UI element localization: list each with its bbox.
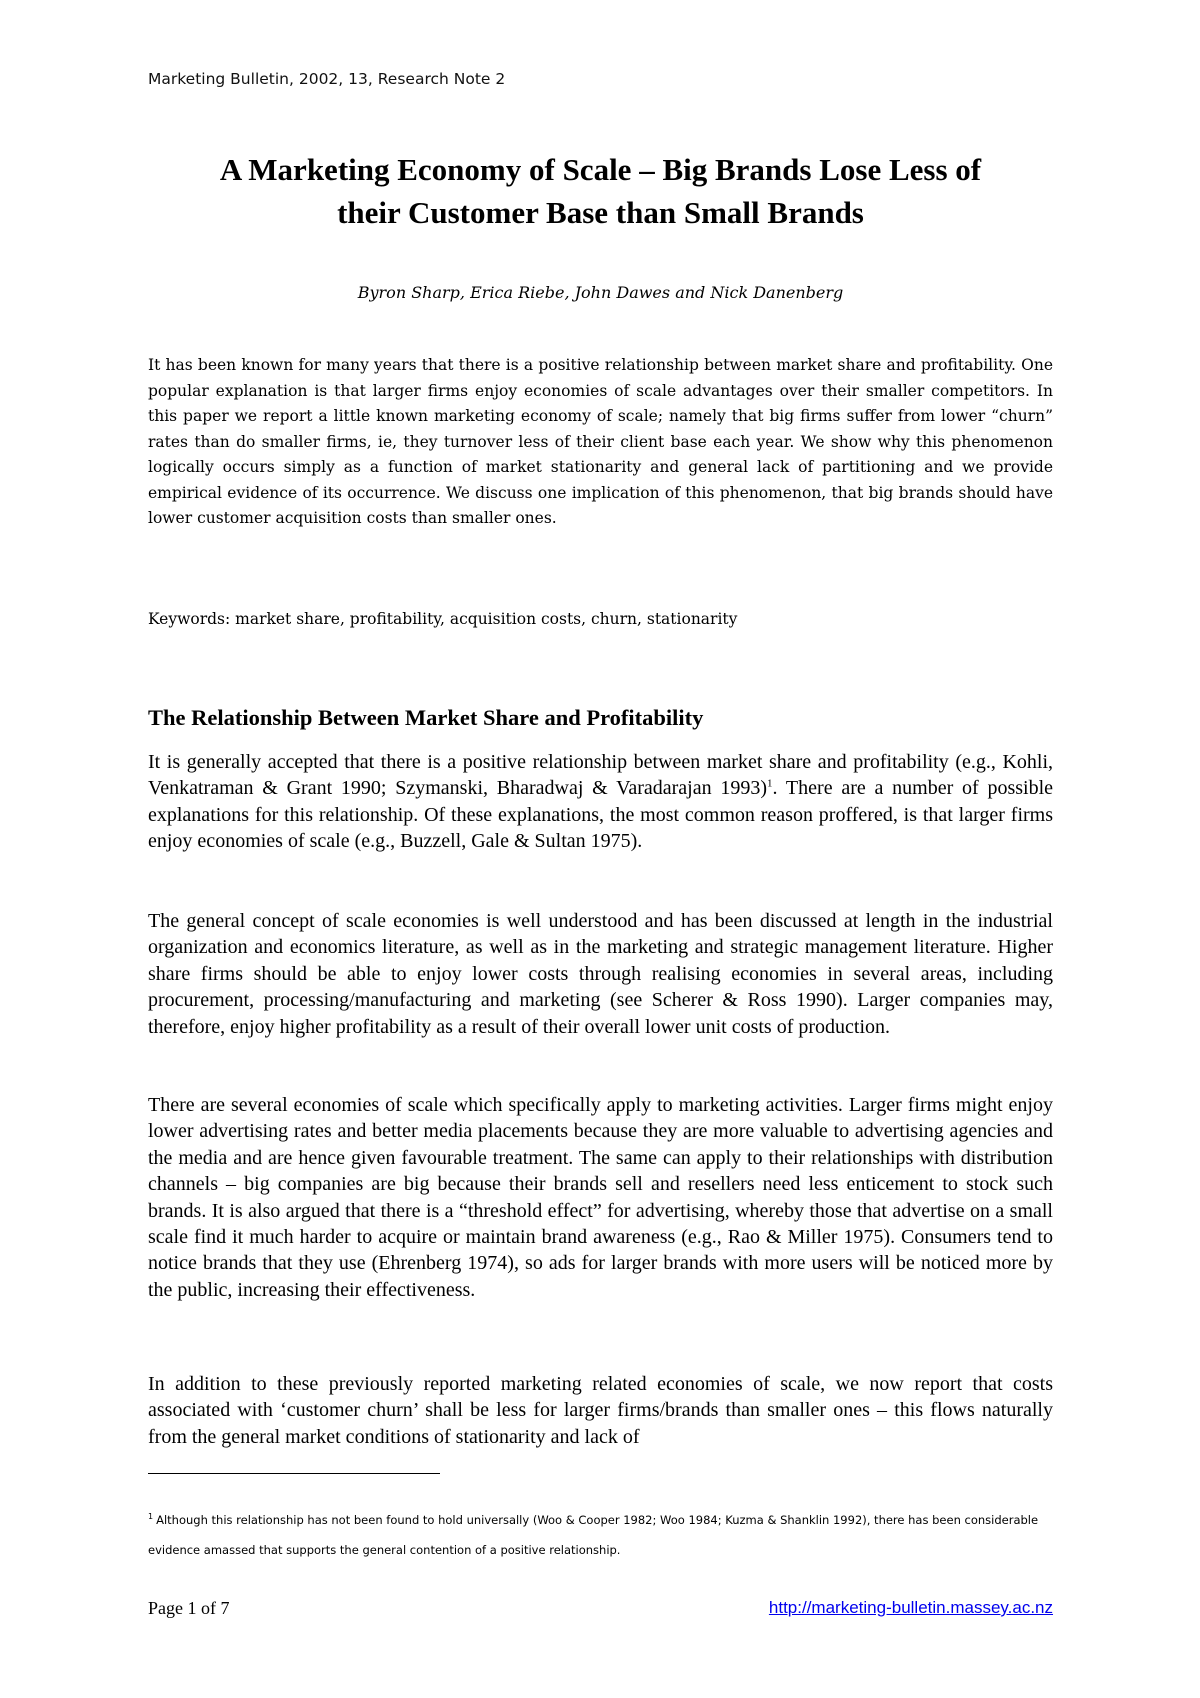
body-paragraph-2: The general concept of scale economies is well understood and has been discussed at length in the industrial organization and economics literature, as well as in the marketing and strategic management literature. Higher share firms should be able to enjoy lower costs through realising economies in several areas, including procurement, processing/manufacturing and marketing (see Scherer & Ross 1990). Larger companies may, therefore, enjoy higher profitability as a result of their overall lower unit costs of production. xyxy=(148,910,1053,1038)
paper-title xyxy=(148,148,1053,234)
title-line-2: their Customer Base than Small Brands xyxy=(337,195,864,230)
title-line-1: A Marketing Economy of Scale – Big Brands Lose Less of xyxy=(219,152,982,187)
body-paragraph-4: In addition to these previously reported marketing related economies of scale, we now report that costs associated with ‘customer churn’ shall be less for larger firms/brands than smaller ones – this flows naturally from the general market conditions of stationarity and lack of xyxy=(148,1373,1053,1448)
author-list: Byron Sharp, Erica Riebe, John Dawes and Nick Danenberg xyxy=(357,283,844,302)
footnote-divider xyxy=(148,1473,440,1474)
body-paragraph-3: There are several economies of scale which specifically apply to marketing activities. Larger firms might enjoy lower advertising rates and better media placements because they are more valuable to advertising agencies and the media and are hence given favourable treatment. The same can apply to their relationships with distribution channels – big companies are big because their brands sell and resellers need less enticement to stock such brands. It is also argued that there is a “threshold effect” for advertising, whereby those that advertise on a small scale find it much harder to acquire or maintain brand awareness (e.g., Rao & Miller 1975). Consumers tend to notice brands that they use (Ehrenberg 1974), so ads for larger brands with more users will be noticed more by the public, increasing their effectiveness. xyxy=(148,1094,1053,1301)
section-heading: The Relationship Between Market Share and Profitability xyxy=(148,705,704,730)
paragraph-1-text-continued: . There are a number of possible explanations for this relationship. Of these explanations, the most common reason proffered, is that larger firms enjoy economies of scale (e.g., Buzzell, Gale & Sultan 1975). xyxy=(148,777,1053,853)
abstract: It has been known for many years that there is a positive relationship between market share and profitability. One popular explanation is that larger firms enjoy economies of scale advantages over their smaller competitors. In this paper we report a little known marketing economy of scale; namely that big firms suffer from lower “churn” rates than do smaller firms, ie, they turnover less of their client base each year. We show why this phenomenon logically occurs simply as a function of market stationarity and general lack of partitioning and we provide empirical evidence of its occurrence. We discuss one implication of this phenomenon, that big brands should have lower customer acquisition costs than smaller ones. xyxy=(148,356,1053,527)
paragraph-1-text: It is generally accepted that there is a positive relationship between market share and profitability (e.g., Kohli, Venkatraman & Grant 1990; Szymanski, Bharadwaj & Varadarajan 1993) xyxy=(148,751,1053,800)
footnote xyxy=(148,1505,1053,1565)
footnote-mark: 1 xyxy=(148,1512,154,1522)
footnote-reference: 1 xyxy=(767,777,773,790)
paper-page xyxy=(148,0,1053,1698)
running-header: Marketing Bulletin, 2002, 13, Research Note 2 xyxy=(148,70,506,88)
keywords: Keywords: market share, profitability, acquisition costs, churn, stationarity xyxy=(148,610,738,628)
site-url-link[interactable]: http://marketing-bulletin.massey.ac.nz xyxy=(768,1598,1053,1617)
footnote-text: Although this relationship has not been found to hold universally (Woo & Cooper 1982; Woo 1984; Kuzma & Shanklin 1992), there has been considerable evidence amassed that supports the general contention of a positive relationship. xyxy=(148,1513,1039,1557)
body-paragraph-1 xyxy=(148,749,1053,855)
page-number: Page 1 of 7 xyxy=(148,1598,230,1618)
